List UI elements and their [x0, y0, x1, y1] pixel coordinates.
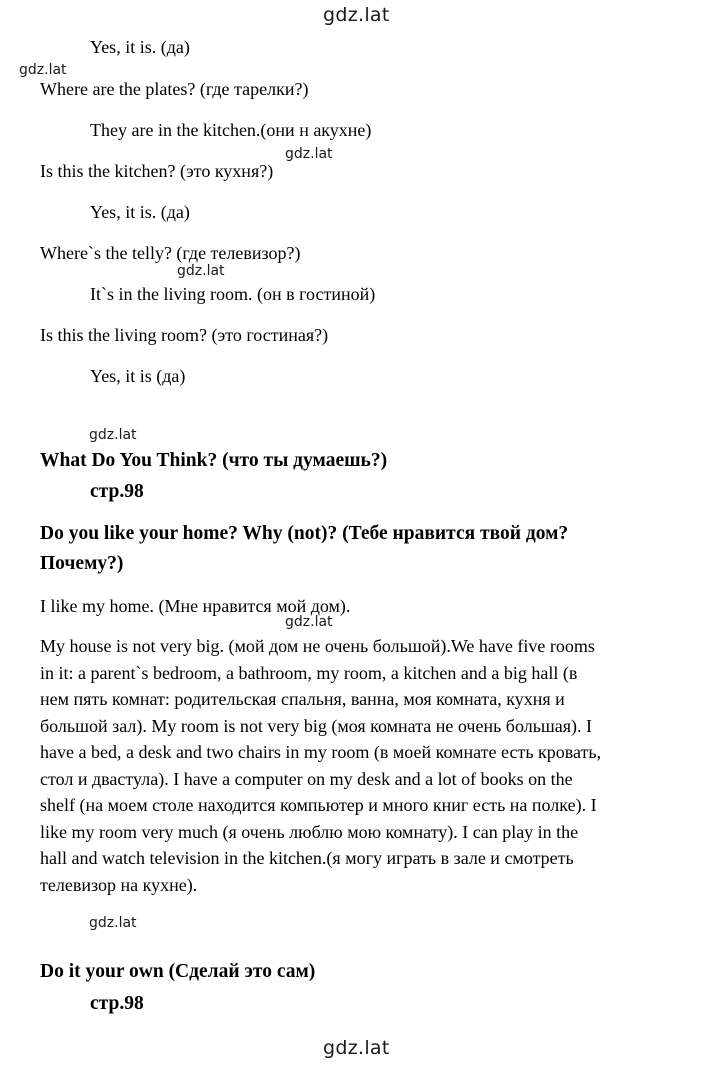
section-heading: Do it your own (Сделай это сам): [40, 961, 316, 982]
paragraph-line: have a bed, a desk and two chairs in my room (в моей комнате есть кровать,: [40, 742, 602, 762]
dialog-line: Where`s the telly? (где телевизор?): [40, 243, 301, 263]
page-reference: стр.98: [90, 993, 144, 1014]
answer-first-line: I like my home. (Мне нравится мой дом).: [40, 596, 351, 616]
page-reference: стр.98: [90, 481, 144, 502]
paragraph-line: in it: a parent`s bedroom, a bathroom, my room, a kitchen and a big hall (в: [40, 662, 578, 683]
dialog-line: They are in the kitchen.(они н акухне): [90, 120, 372, 140]
dialog-line: It`s in the living room. (он в гостиной): [90, 284, 376, 304]
dialog-line: Is this the kitchen? (это кухня?): [40, 161, 274, 181]
paragraph-line: телевизор на кухне).: [40, 874, 198, 895]
watermark: gdz.lat: [89, 915, 137, 931]
watermark: gdz.lat: [177, 263, 225, 279]
paragraph-line: hall and watch television in the kitchen.(я могу играть в зале и смотреть: [40, 848, 574, 868]
watermark-bottom: gdz.lat: [323, 1037, 390, 1059]
section-heading: What Do You Think? (что ты думаешь?): [40, 450, 388, 471]
question-line: Do you like your home? Why (not)? (Тебе нравится твой дом?: [40, 523, 569, 544]
paragraph-line: like my room very much (я очень люблю мою комнату). I can play in the: [40, 821, 579, 842]
question-line: Почему?): [40, 553, 124, 574]
paragraph-line: My house is not very big. (мой дом не очень большой).We have five rooms: [40, 636, 595, 656]
watermark: gdz.lat: [285, 614, 333, 630]
answer-paragraph: [40, 633, 680, 898]
watermark-top: gdz.lat: [323, 4, 390, 26]
watermark: gdz.lat: [285, 146, 333, 162]
paragraph-line: большой зал). My room is not very big (моя комната не очень большая). I: [40, 715, 593, 736]
paragraph-line: стол и двастула). I have a computer on my desk and a lot of books on the: [40, 768, 573, 789]
dialog-line: Is this the living room? (это гостиная?): [40, 325, 329, 345]
paragraph-line: shelf (на моем столе находится компьютер и много книг есть на полке). I: [40, 795, 597, 815]
dialog-line: Yes, it is. (да): [90, 202, 190, 222]
watermark: gdz.lat: [89, 427, 137, 443]
dialog-line: Where are the plates? (где тарелки?): [40, 79, 309, 99]
dialog-line: Yes, it is (да): [90, 366, 186, 386]
paragraph-line: нем пять комнат: родительская спальня, ванна, моя комната, кухня и: [40, 689, 565, 709]
dialog-line: Yes, it is. (да): [90, 37, 190, 57]
watermark: gdz.lat: [19, 62, 67, 78]
